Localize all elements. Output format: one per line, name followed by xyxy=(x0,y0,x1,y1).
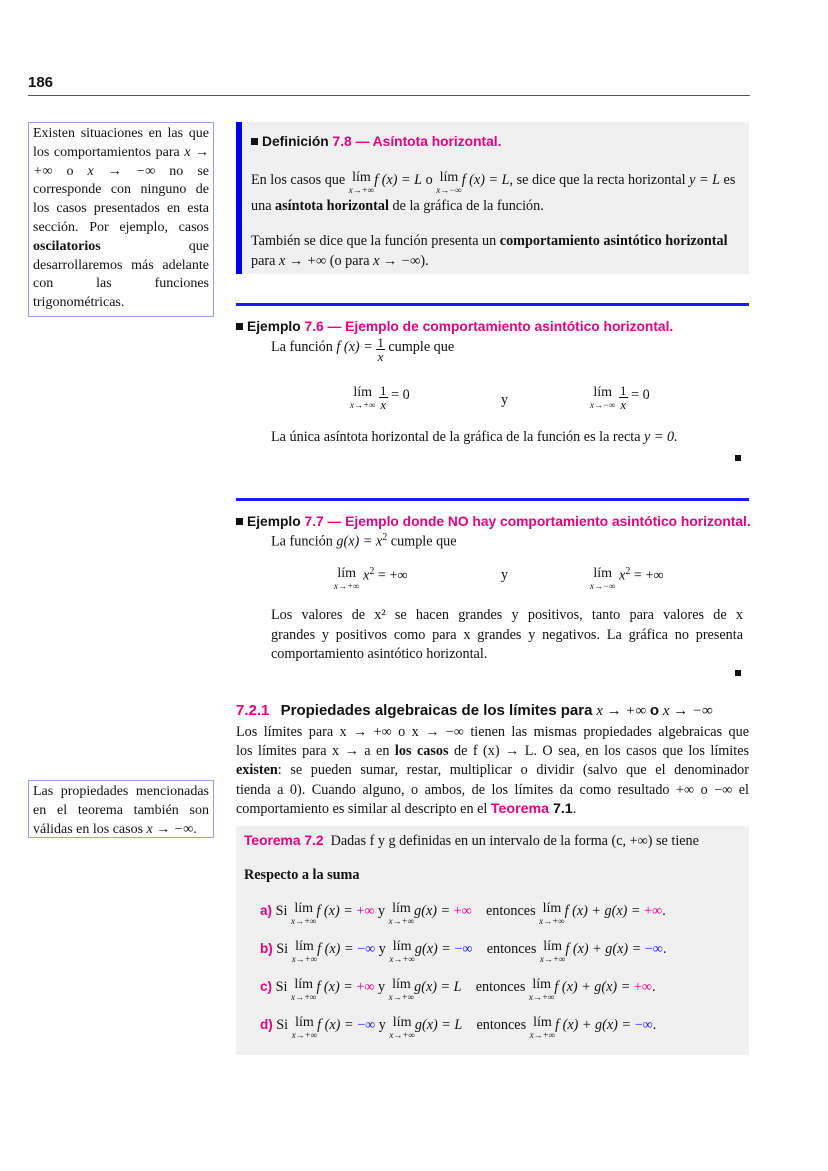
page-number: 186 xyxy=(28,74,54,91)
lim-word: lím xyxy=(593,385,613,400)
note-text: Las propiedades mencionadas en el teorema también son válidas en los casos xyxy=(33,784,209,837)
theorem-item-c xyxy=(260,978,656,1002)
text: y xyxy=(378,979,386,995)
theorem-reference-link[interactable] xyxy=(491,801,573,817)
item-letter: d) xyxy=(260,1017,273,1032)
qed-icon xyxy=(735,455,741,461)
fraction xyxy=(619,384,628,411)
qed-icon xyxy=(735,670,741,676)
text: entonces xyxy=(485,903,536,919)
math: f (x) = L xyxy=(461,172,510,188)
example-7-6-intro xyxy=(271,336,454,363)
limit-pos-inf xyxy=(350,384,410,411)
definition-paragraph-1 xyxy=(251,169,737,217)
text: . xyxy=(572,800,577,817)
lim-sub: x→−∞ xyxy=(590,400,616,410)
exponent: 2 xyxy=(369,566,375,577)
text-line: Los límites para x → +∞ o x → −∞ tienen las mismas propiedades algebraicas que xyxy=(236,724,749,740)
numerator: 1 xyxy=(377,335,384,350)
theorem-item-a xyxy=(260,902,666,926)
limit xyxy=(389,902,414,926)
text: La única asíntota horizontal de la gráfica de la función es la recta xyxy=(271,429,641,445)
section-number: 7.2.1 xyxy=(236,702,270,719)
denominator: x xyxy=(380,397,387,412)
text: ). xyxy=(420,253,429,269)
numerator: 1 xyxy=(620,383,627,398)
text: cumple que xyxy=(390,533,457,550)
limit xyxy=(530,1016,555,1040)
limit xyxy=(349,171,374,195)
example-7-7-heading xyxy=(236,514,751,529)
definition-title: — Asíntota horizontal. xyxy=(355,134,502,149)
note-text: Existen situaciones en las que los comportamientos para xyxy=(33,126,209,160)
math: g(x) = xyxy=(414,941,451,957)
conjunction: y xyxy=(501,392,509,408)
text: : se pueden sumar, restar, multiplicar o dividir (salvo que el denominador xyxy=(277,762,749,779)
example-number: 7.7 xyxy=(304,514,324,529)
limit xyxy=(350,386,375,410)
math: f (x) = xyxy=(317,1017,354,1033)
exponent: 2 xyxy=(625,566,631,577)
limit xyxy=(540,940,565,964)
lim-sub: x→+∞ xyxy=(389,1030,415,1040)
math: f (x) = xyxy=(316,903,353,919)
bullet-icon xyxy=(236,323,243,330)
bold-term: comportamiento asintótico horizontal xyxy=(499,233,728,249)
lim-sub: x→−∞ xyxy=(436,185,462,195)
math: y = 0. xyxy=(644,429,678,445)
limit xyxy=(389,940,414,964)
text: . xyxy=(652,1017,657,1033)
text: , se dice que la recta horizontal xyxy=(509,172,686,188)
text: entonces xyxy=(476,1017,527,1033)
lim-sub: x→+∞ xyxy=(389,954,415,964)
text: entonces xyxy=(486,941,537,957)
note-math: x → +∞ xyxy=(33,144,209,179)
text: y xyxy=(378,903,386,919)
section-heading xyxy=(236,702,713,720)
example-rule xyxy=(236,303,749,306)
limit xyxy=(292,940,317,964)
text: y xyxy=(378,941,386,957)
note-text: . xyxy=(193,821,197,837)
header-rule xyxy=(28,95,750,96)
text-line: grandes y positivos como para x grandes y negativos. La gráfica no presenta xyxy=(271,626,743,643)
text-line: Los valores de x² se hacen grandes y positivos, tanto para valores de x xyxy=(271,607,743,623)
math: = +∞ xyxy=(633,567,664,584)
limit xyxy=(436,171,461,195)
fraction xyxy=(379,384,388,411)
text: entonces xyxy=(475,979,526,995)
example-7-6-conclusion xyxy=(271,429,678,446)
math: x → −∞ xyxy=(373,253,421,269)
math: f (x) + g(x) = xyxy=(565,941,642,957)
text: Si xyxy=(275,979,288,995)
definition-label: Definición xyxy=(262,134,329,149)
lim-word: lím xyxy=(337,565,357,581)
limit-pos-inf xyxy=(334,566,408,591)
bold-term: los casos xyxy=(394,743,449,760)
text: y xyxy=(378,1017,386,1033)
value: −∞ xyxy=(454,941,473,957)
text-line: comportamiento asintótico horizontal. xyxy=(271,646,488,662)
math: f (x) = xyxy=(316,979,353,995)
lim-word: lím xyxy=(392,977,411,992)
text: En los casos que xyxy=(251,172,346,188)
limit xyxy=(291,978,316,1002)
item-letter: a) xyxy=(260,903,273,918)
value: +∞ xyxy=(453,903,472,919)
bullet-icon xyxy=(251,138,258,145)
text: de la gráfica de la función. xyxy=(392,198,544,214)
note-math: x → −∞ xyxy=(87,163,156,179)
text: cumple que xyxy=(388,339,455,355)
text: Si xyxy=(276,1017,289,1033)
example-7-6-heading xyxy=(236,319,673,334)
lim-word: lím xyxy=(352,170,371,185)
lim-word: lím xyxy=(533,1015,552,1030)
lim-word: lím xyxy=(294,977,314,992)
theorem-label: Teorema 7.2 xyxy=(244,833,324,848)
item-letter: c) xyxy=(260,979,273,994)
section-body xyxy=(236,723,749,819)
math: f (x) = L xyxy=(374,172,423,188)
note-text: no se corresponde con ninguno de los casos presentados en esta sección. Por ejemplo, casos xyxy=(33,163,209,235)
limit xyxy=(334,567,359,591)
text: o xyxy=(649,702,660,719)
example-7-7-paragraph xyxy=(271,606,743,665)
example-title: — Ejemplo donde NO hay comportamiento asintótico horizontal. xyxy=(327,514,751,529)
math: g(x) = xyxy=(414,1017,451,1033)
lim-word: lím xyxy=(593,565,613,581)
theorem-box xyxy=(236,826,749,1055)
text: de f (x) → L. O sea, en los casos que los límites xyxy=(453,743,750,760)
math: g(x) = xyxy=(414,903,451,919)
value: −∞ xyxy=(644,941,663,957)
definition-paragraph-2 xyxy=(251,231,737,271)
math: = +∞ xyxy=(377,567,408,584)
limit xyxy=(539,902,564,926)
text: es una xyxy=(251,172,736,214)
text-line xyxy=(236,742,749,761)
math: f (x) = xyxy=(336,339,373,355)
value: −∞ xyxy=(634,1017,653,1033)
fraction xyxy=(376,336,385,363)
lim-word: lím xyxy=(295,939,314,954)
lim-word: lím xyxy=(295,1015,314,1030)
math: f (x) + g(x) = xyxy=(555,1017,632,1033)
value: +∞ xyxy=(633,979,652,995)
lim-sub: x→+∞ xyxy=(350,400,376,410)
bullet-icon xyxy=(236,518,243,525)
text: También se dice que la función presenta un xyxy=(251,233,497,249)
value: +∞ xyxy=(644,903,663,919)
math: = 0 xyxy=(631,387,650,403)
example-7-7-intro xyxy=(271,532,457,551)
limit xyxy=(389,1016,414,1040)
lim-sub: x→+∞ xyxy=(290,916,317,926)
theorem-statement xyxy=(244,833,741,850)
lim-sub: x→+∞ xyxy=(291,1030,318,1040)
math: x xyxy=(363,567,370,584)
denominator: x xyxy=(620,397,627,412)
text: para xyxy=(251,253,276,269)
text-line: tienda a 0). Cuando alguno, o ambos, de los límites da como resultado +∞ o −∞ el xyxy=(236,781,749,798)
exponent: 2 xyxy=(382,532,388,543)
ref-number[interactable]: 7.1 xyxy=(552,800,573,817)
lim-sub: x→+∞ xyxy=(528,992,555,1002)
lim-word: lím xyxy=(392,939,412,954)
lim-sub: x→+∞ xyxy=(291,954,318,964)
lim-sub: x→+∞ xyxy=(539,916,565,926)
theorem-item-d xyxy=(260,1016,656,1040)
math: g(x) = xyxy=(414,979,451,995)
limit-neg-inf xyxy=(590,566,664,591)
lim-sub: x→+∞ xyxy=(348,185,375,195)
text: La función xyxy=(271,533,333,550)
lim-sub: x→+∞ xyxy=(290,992,317,1002)
text: . xyxy=(662,941,667,957)
lim-sub: x→+∞ xyxy=(539,954,566,964)
text: los límites para x → a en xyxy=(236,743,390,760)
example-label: Ejemplo xyxy=(247,514,301,529)
text: (o para xyxy=(329,253,370,269)
example-label: Ejemplo xyxy=(247,319,301,334)
note-bold: oscilatorios xyxy=(33,238,101,254)
lim-word: lím xyxy=(543,939,562,954)
lim-sub: x→−∞ xyxy=(590,580,616,591)
text: . xyxy=(662,903,666,919)
math: x → −∞ xyxy=(662,703,713,719)
definition-number: 7.8 xyxy=(332,134,352,149)
text: Si xyxy=(276,941,289,957)
example-title: — Ejemplo de comportamiento asintótico horizontal. xyxy=(327,319,674,334)
bold-term: existen xyxy=(236,762,278,779)
lim-word: lím xyxy=(439,170,459,185)
bold-term: asíntota horizontal xyxy=(275,198,389,214)
value: L xyxy=(453,979,462,995)
item-letter: b) xyxy=(260,941,273,956)
text: Si xyxy=(275,903,288,919)
limit xyxy=(529,978,554,1002)
definition-box xyxy=(236,122,749,274)
value: −∞ xyxy=(357,941,376,957)
math: y = L xyxy=(689,172,720,188)
lim-sub: x→+∞ xyxy=(388,992,415,1002)
example-number: 7.6 xyxy=(304,319,324,334)
math: g(x) = x xyxy=(336,533,383,550)
lim-word: lím xyxy=(542,901,562,916)
conjunction: y xyxy=(501,567,509,583)
lim-word: lím xyxy=(392,901,411,916)
text: comportamiento es similar al descripto en el xyxy=(236,800,488,817)
math: f (x) = xyxy=(317,941,354,957)
theorem-item-b xyxy=(260,940,666,964)
note-math: x → −∞ xyxy=(146,821,194,837)
denominator: x xyxy=(377,349,384,364)
math: f (x) + g(x) = xyxy=(554,979,631,995)
margin-note-negative-infinity xyxy=(28,780,214,838)
theorem-subheading: Respecto a la suma xyxy=(244,867,360,883)
limit xyxy=(292,1016,317,1040)
lim-word: lím xyxy=(532,977,551,992)
numerator: 1 xyxy=(380,383,387,398)
example-rule xyxy=(236,498,749,501)
section-title: Propiedades algebraicas de los límites para xyxy=(280,702,593,719)
lim-sub: x→+∞ xyxy=(388,916,415,926)
math: x xyxy=(619,567,626,584)
lim-word: lím xyxy=(294,901,314,916)
lim-word: lím xyxy=(353,385,373,400)
math: = 0 xyxy=(391,387,410,403)
note-text: o xyxy=(52,163,88,179)
text-line xyxy=(236,800,749,819)
text: o xyxy=(425,172,433,188)
text: Dadas f y g definidas en un intervalo de la forma (c, +∞) se tiene xyxy=(330,833,699,849)
ref-label[interactable]: Teorema xyxy=(490,800,549,817)
limit xyxy=(291,902,316,926)
lim-sub: x→+∞ xyxy=(334,580,360,591)
text-line xyxy=(236,761,749,780)
limit xyxy=(590,386,615,410)
note-text: que desarrollaremos más adelante con las funciones trigonométricas. xyxy=(33,238,209,311)
margin-note-oscillatory xyxy=(28,122,214,317)
value: +∞ xyxy=(356,903,375,919)
lim-word: lím xyxy=(392,1015,412,1030)
limit xyxy=(389,978,414,1002)
value: L xyxy=(454,1017,463,1033)
value: −∞ xyxy=(357,1017,376,1033)
math: f (x) + g(x) = xyxy=(564,903,641,919)
lim-sub: x→+∞ xyxy=(529,1030,556,1040)
math: x → +∞ xyxy=(596,703,647,719)
text: . xyxy=(651,979,656,995)
limit xyxy=(590,567,615,591)
definition-heading xyxy=(251,134,737,149)
math: x → +∞ xyxy=(278,253,327,269)
limit-neg-inf xyxy=(590,384,650,411)
value: +∞ xyxy=(356,979,375,995)
text: La función xyxy=(271,339,333,355)
